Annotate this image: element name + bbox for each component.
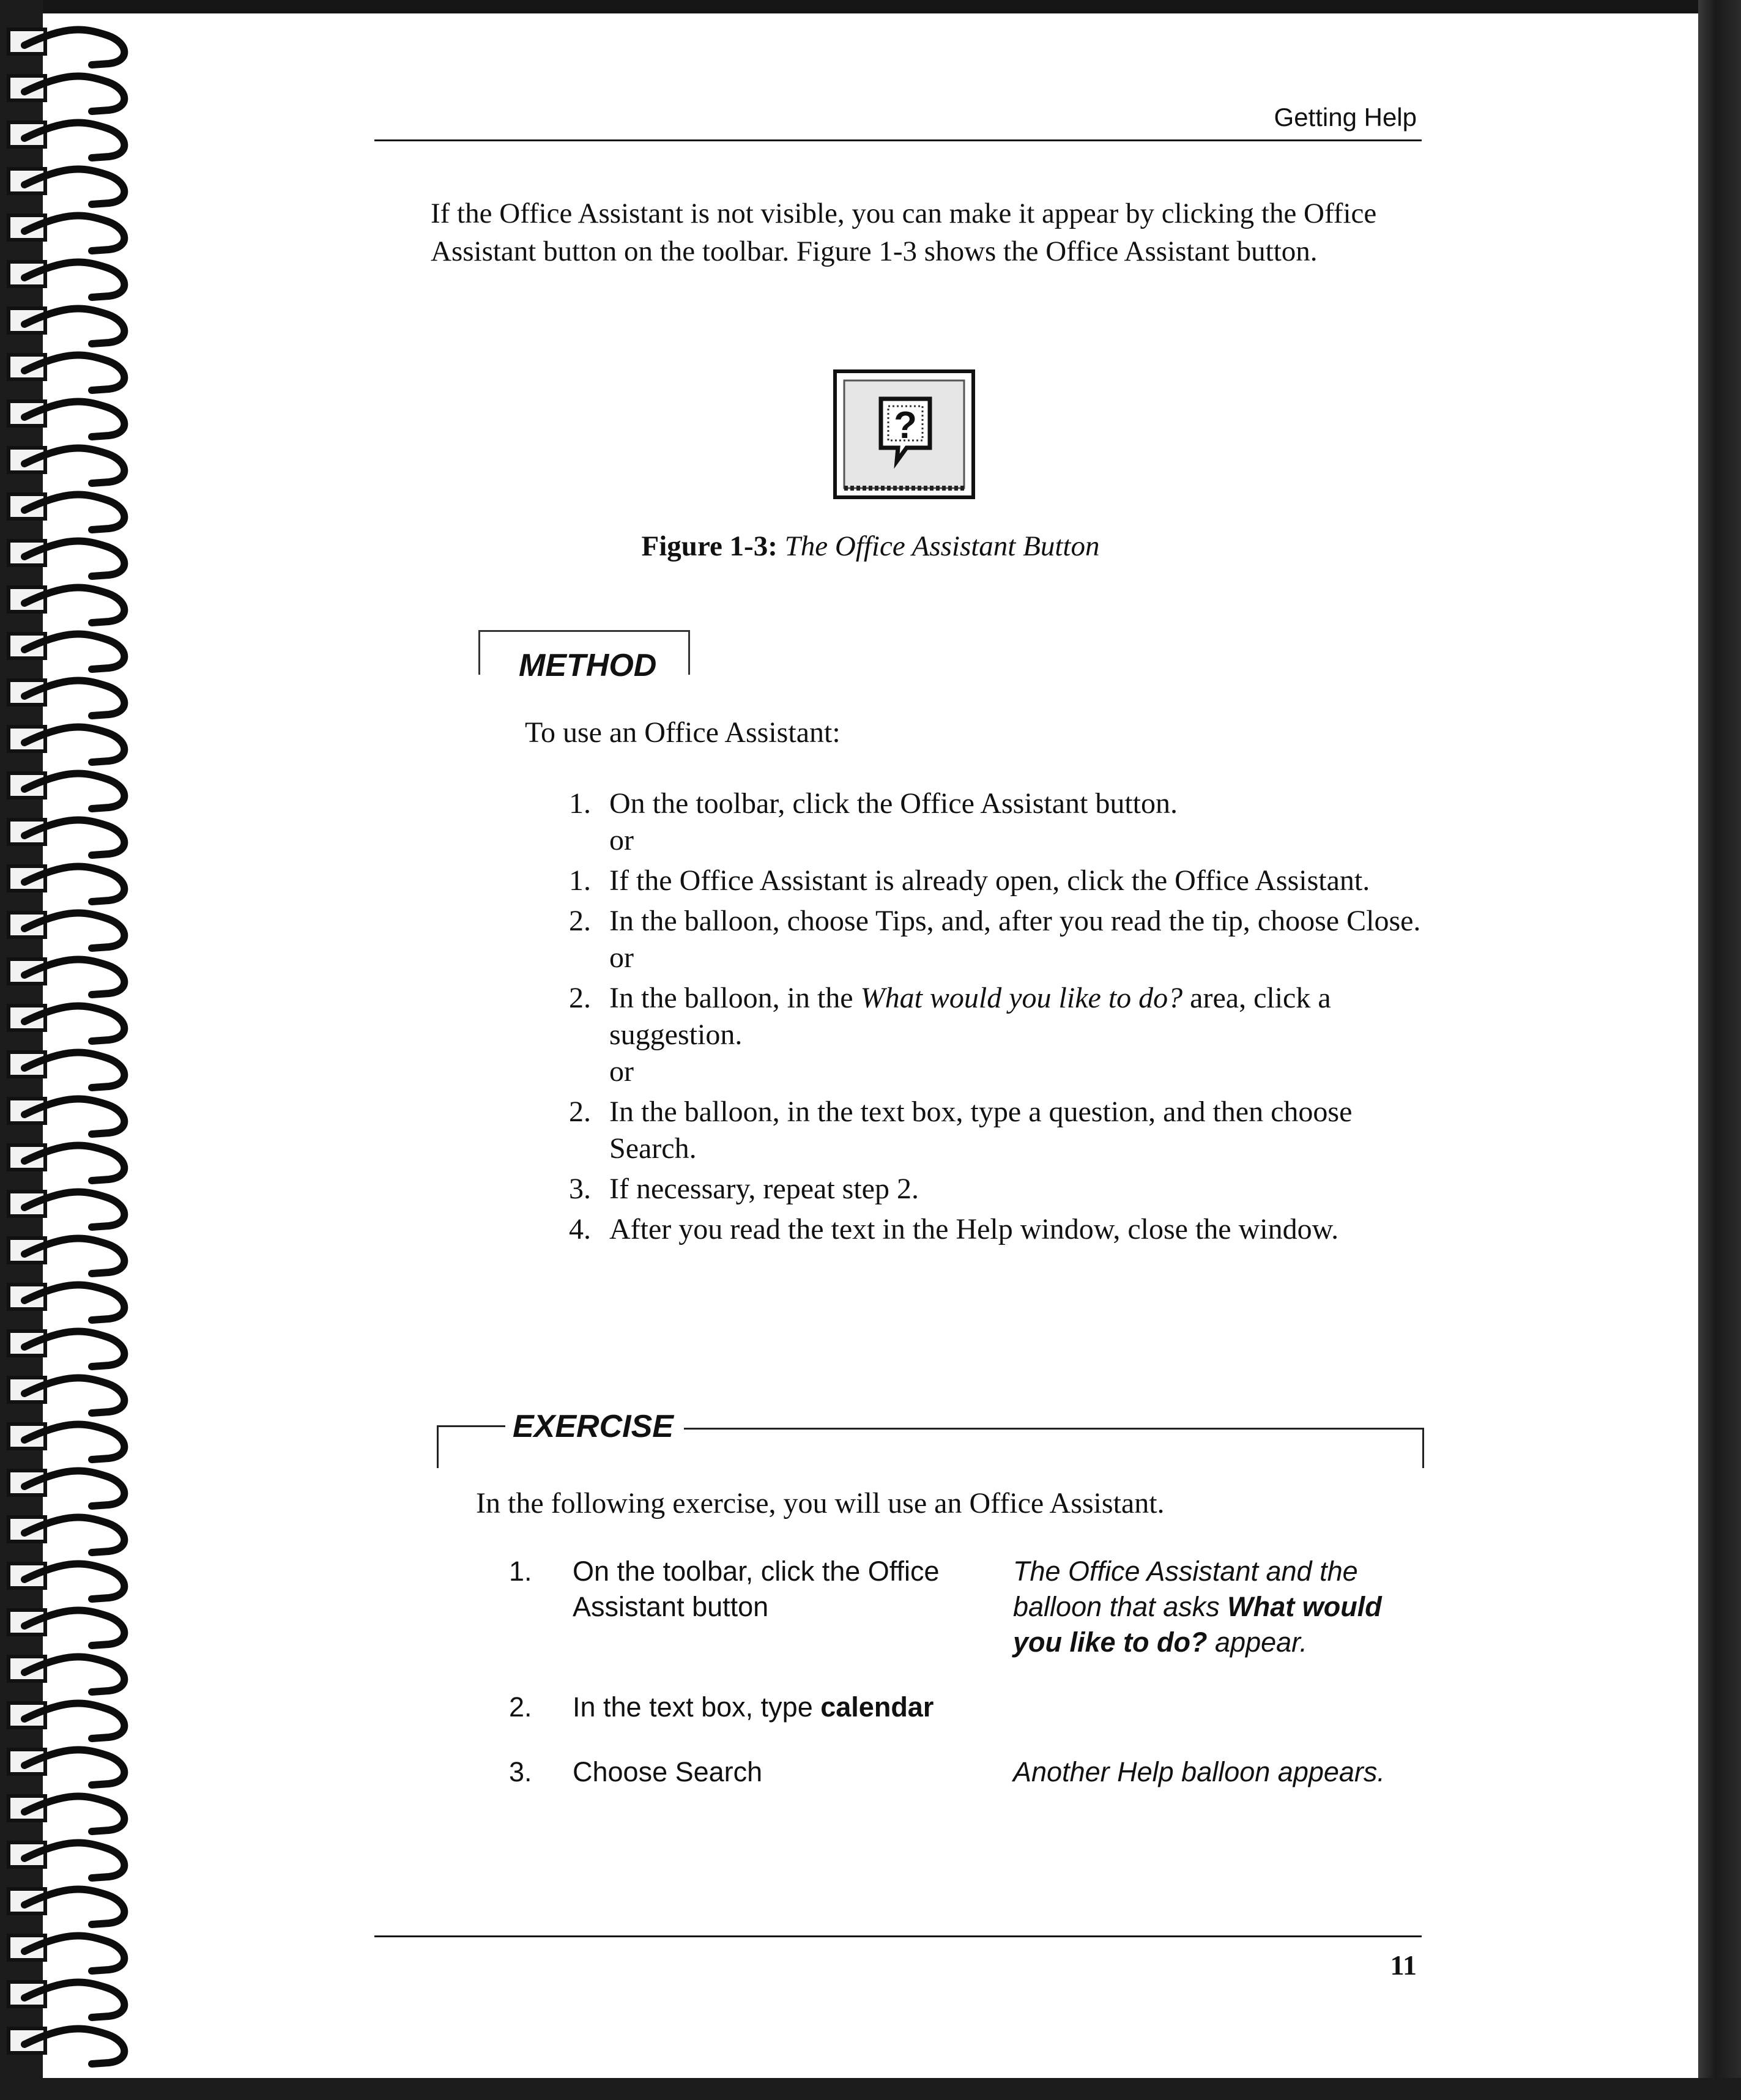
exercise-box-line — [437, 1425, 439, 1468]
figure-caption-title: The Office Assistant Button — [784, 530, 1100, 562]
exercise-step-number: 3. — [509, 1756, 532, 1787]
step-text: In the balloon, in the text box, type a question, and then choose Search. — [609, 1096, 1353, 1165]
office-assistant-button-icon — [833, 369, 975, 499]
exercise-intro: In the following exercise, you will use an Office Assistant. — [476, 1487, 1165, 1519]
scan-border-top — [0, 0, 1741, 13]
scan-border-bottom — [0, 2078, 1741, 2100]
step-text-part: In the balloon, in the — [609, 982, 861, 1014]
page-number: 11 — [1390, 1950, 1417, 1981]
result-text-part: appear. — [1207, 1627, 1307, 1658]
step-text: On the toolbar, click the Office Assistant button. — [609, 787, 1178, 820]
exercise-box-line — [684, 1428, 1424, 1430]
step-number: 3. — [569, 1173, 591, 1205]
step-or: or — [609, 1055, 634, 1088]
method-step — [569, 785, 1425, 859]
method-step — [569, 903, 1425, 976]
step-text: If necessary, repeat step 2. — [609, 1173, 919, 1205]
exercise-step-action — [573, 1690, 964, 1725]
action-text-part: In the text box, type — [573, 1691, 821, 1723]
step-number: 2. — [569, 982, 591, 1014]
step-number: 2. — [569, 1096, 591, 1128]
method-step — [569, 1094, 1425, 1167]
exercise-step-action: On the toolbar, click the Office Assistant button — [573, 1556, 940, 1622]
step-number: 1. — [569, 787, 591, 820]
method-heading: METHOD — [514, 647, 661, 684]
step-text: After you read the text in the Help window, close the window. — [609, 1213, 1339, 1245]
footer-rule — [374, 1935, 1422, 1937]
step-or: or — [609, 941, 634, 974]
action-text-bold: calendar — [820, 1691, 934, 1723]
step-number: 1. — [569, 864, 591, 897]
step-text: If the Office Assistant is already open, click the Office Assistant. — [609, 864, 1370, 897]
method-steps — [569, 785, 1425, 1252]
exercise-step-number: 1. — [509, 1556, 532, 1587]
step-text — [609, 982, 1331, 1051]
exercise-heading: EXERCISE — [513, 1409, 674, 1444]
exercise-step-result — [1013, 1554, 1429, 1660]
result-text-bold: What would you like to do? — [1013, 1591, 1382, 1658]
spiral-binding — [0, 0, 153, 2100]
step-text: In the balloon, choose Tips, and, after you read the tip, choose Close. — [609, 905, 1421, 937]
method-step — [569, 1171, 1425, 1208]
exercise-box-line — [1422, 1428, 1424, 1468]
method-intro: To use an Office Assistant: — [525, 716, 841, 749]
method-step — [569, 863, 1425, 899]
figure-caption-label: Figure 1-3: — [641, 530, 778, 562]
step-or: or — [609, 824, 634, 856]
exercise-step-number: 2. — [509, 1691, 532, 1723]
exercise-box-line — [437, 1425, 505, 1427]
figure-caption — [0, 530, 1741, 563]
method-step — [569, 1211, 1425, 1248]
step-number: 4. — [569, 1213, 591, 1245]
exercise-step-result: Another Help balloon appears. — [1013, 1756, 1385, 1787]
step-text-part: area, click a suggestion. — [609, 982, 1331, 1051]
result-text-part: The Office Assistant and the balloon that asks — [1013, 1556, 1358, 1622]
exercise-step-action: Choose Search — [573, 1756, 763, 1787]
svg-text:?: ? — [894, 404, 917, 447]
method-step — [569, 980, 1425, 1090]
step-number: 2. — [569, 905, 591, 937]
intro-paragraph: If the Office Assistant is not visible, you can make it appear by clicking the Office Assistant button on the toolbar. Figure 1-3 shows the Office Assistant button. — [431, 198, 1377, 267]
scan-border-right — [1698, 0, 1741, 2100]
header-rule — [374, 139, 1422, 141]
step-text-italic: What would you like to do? — [860, 982, 1183, 1014]
running-head: Getting Help — [1274, 103, 1417, 132]
